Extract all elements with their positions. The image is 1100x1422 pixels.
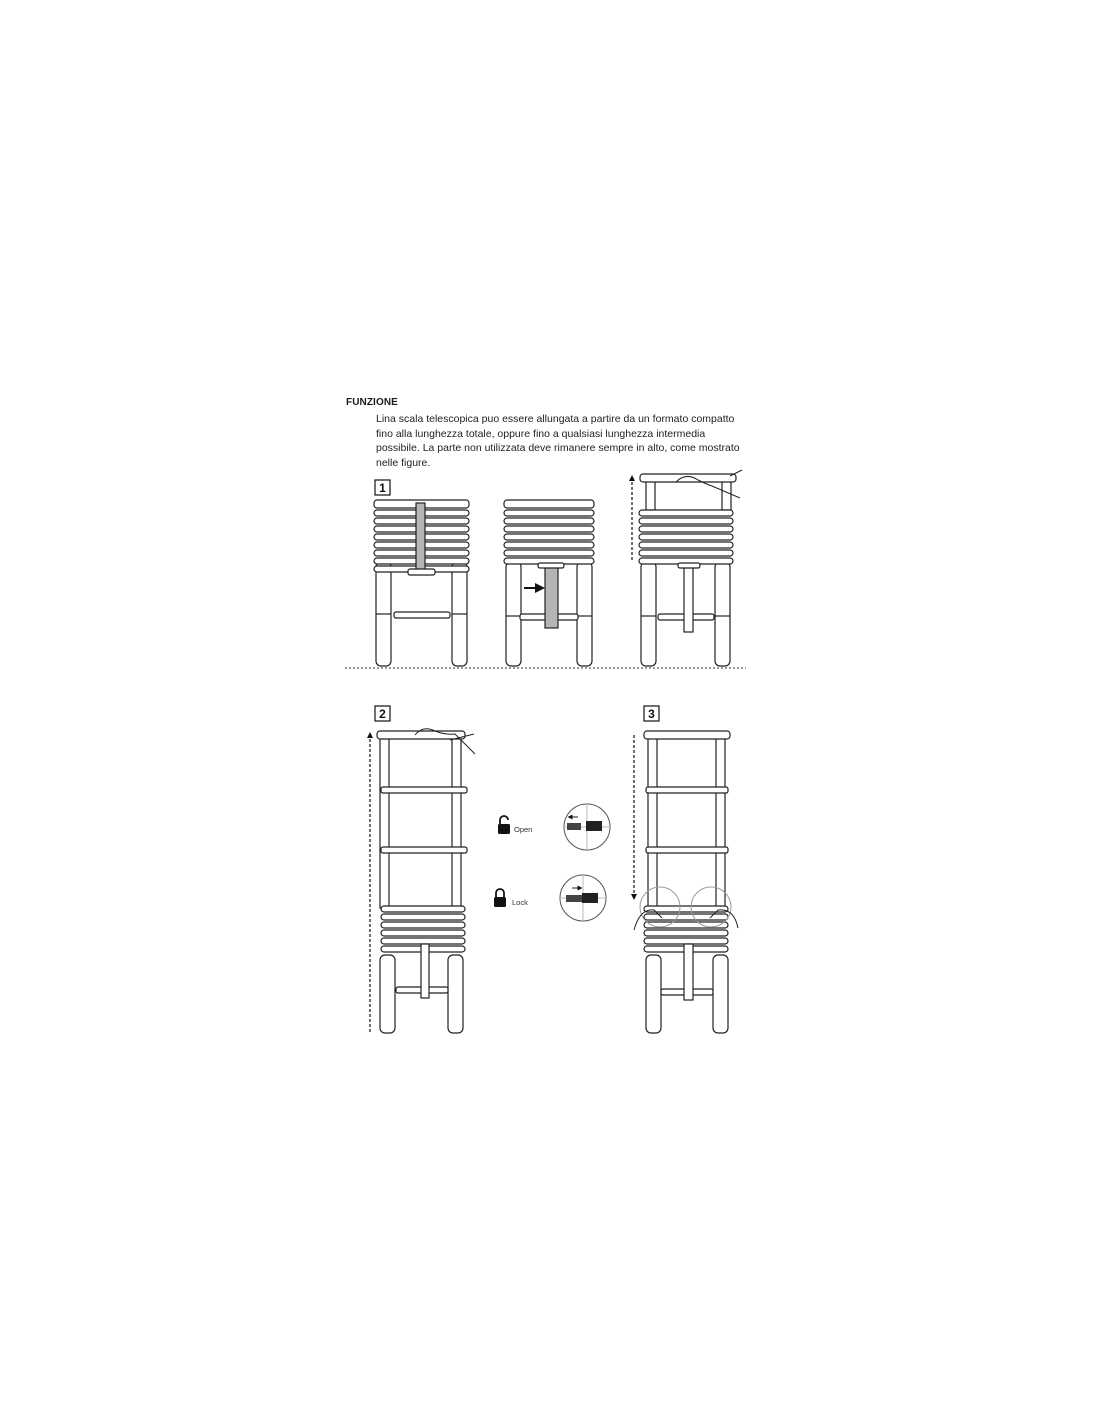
- magnifier-detail-icon: [564, 804, 610, 850]
- section-body: Lina scala telescopica puo essere allungata a partire da un formato compatto fino alla lunghezza totale, oppure fino a qualsiasi lunghezza intermedia possibile. La parte non utilizzata deve rimanere sempre in alto, come mostrato nelle figure.: [376, 413, 740, 469]
- ladder-collapsed-strap-released: [504, 500, 594, 666]
- ladder-retracting: [644, 731, 730, 1033]
- step-badge-1: [375, 480, 390, 495]
- svg-text:1: 1: [379, 481, 386, 495]
- step-badge-2: [375, 706, 390, 721]
- magnifier-detail-icon: [560, 875, 606, 921]
- svg-text:3: 3: [648, 707, 655, 721]
- section-title: FUNZIONE: [346, 397, 398, 408]
- padlock-open-icon: [498, 816, 510, 834]
- ladder-extended-left: [377, 731, 467, 1033]
- open-label: Open: [514, 825, 533, 834]
- ladder-top-rung-extended: [639, 474, 736, 666]
- padlock-closed-icon: [494, 889, 506, 907]
- svg-text:2: 2: [379, 707, 386, 721]
- ladder-collapsed-strapped: [374, 500, 469, 666]
- step-badge-3: [644, 706, 659, 721]
- lock-label: Lock: [512, 898, 528, 907]
